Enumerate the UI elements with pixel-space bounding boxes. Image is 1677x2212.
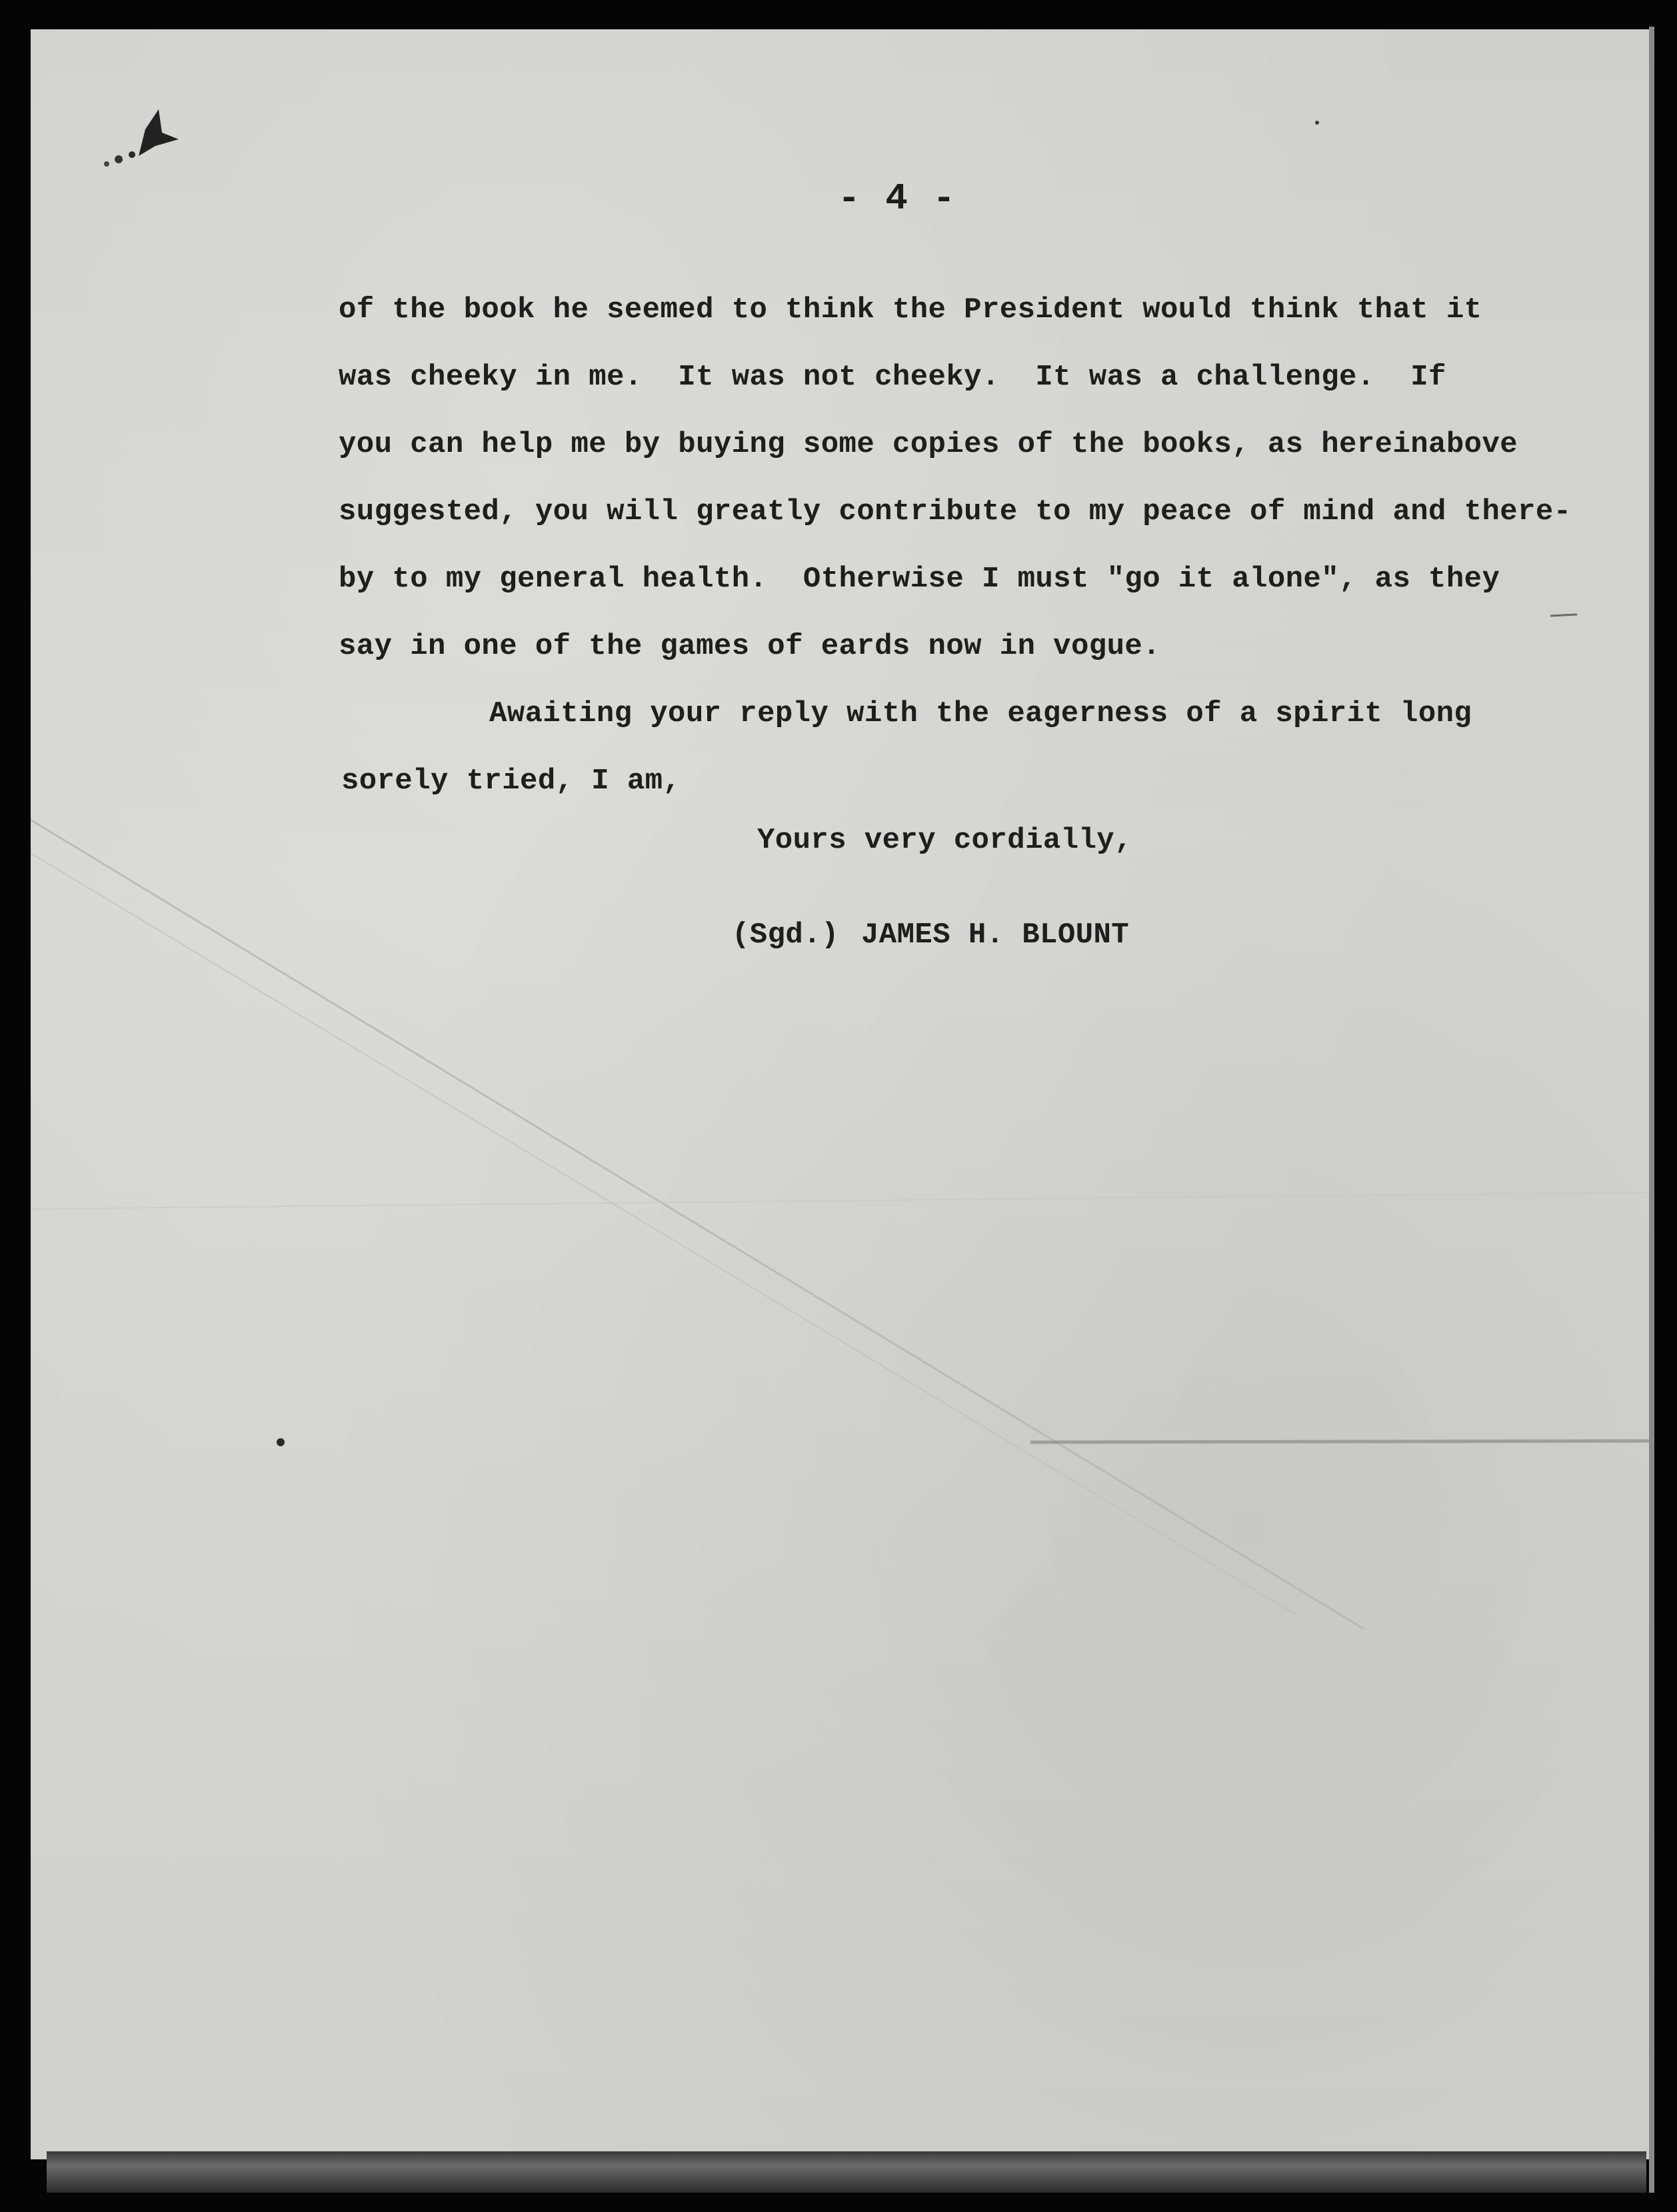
scan-bottom-strip — [47, 2151, 1646, 2193]
body-line: of the book he seemed to think the President would think that it — [339, 293, 1482, 327]
closing-line: Awaiting your reply with the eagerness of a spirit long — [489, 697, 1472, 730]
body-line: suggested, you will greatly contribute to my peace of mind and there- — [339, 495, 1572, 529]
paper-right-edge — [1649, 27, 1654, 2193]
body-line: was cheeky in me. It was not cheeky. It was a challenge. If — [339, 361, 1446, 394]
page-number: - 4 - — [837, 177, 957, 220]
signature-name: JAMES H. BLOUNT — [861, 918, 1130, 952]
signature-prefix: (Sgd.) — [732, 918, 839, 952]
body-line: you can help me by buying some copies of the books, as hereinabove — [339, 428, 1518, 461]
paper-sheet — [31, 29, 1654, 2159]
body-line: say in one of the games of eards now in vogue. — [339, 630, 1160, 663]
closing-line: sorely tried, I am, — [341, 764, 681, 798]
body-line: by to my general health. Otherwise I must "go it alone", as they — [339, 562, 1500, 596]
paper-crease-lines — [31, 29, 1654, 2159]
complimentary-close: Yours very cordially, — [757, 824, 1132, 857]
